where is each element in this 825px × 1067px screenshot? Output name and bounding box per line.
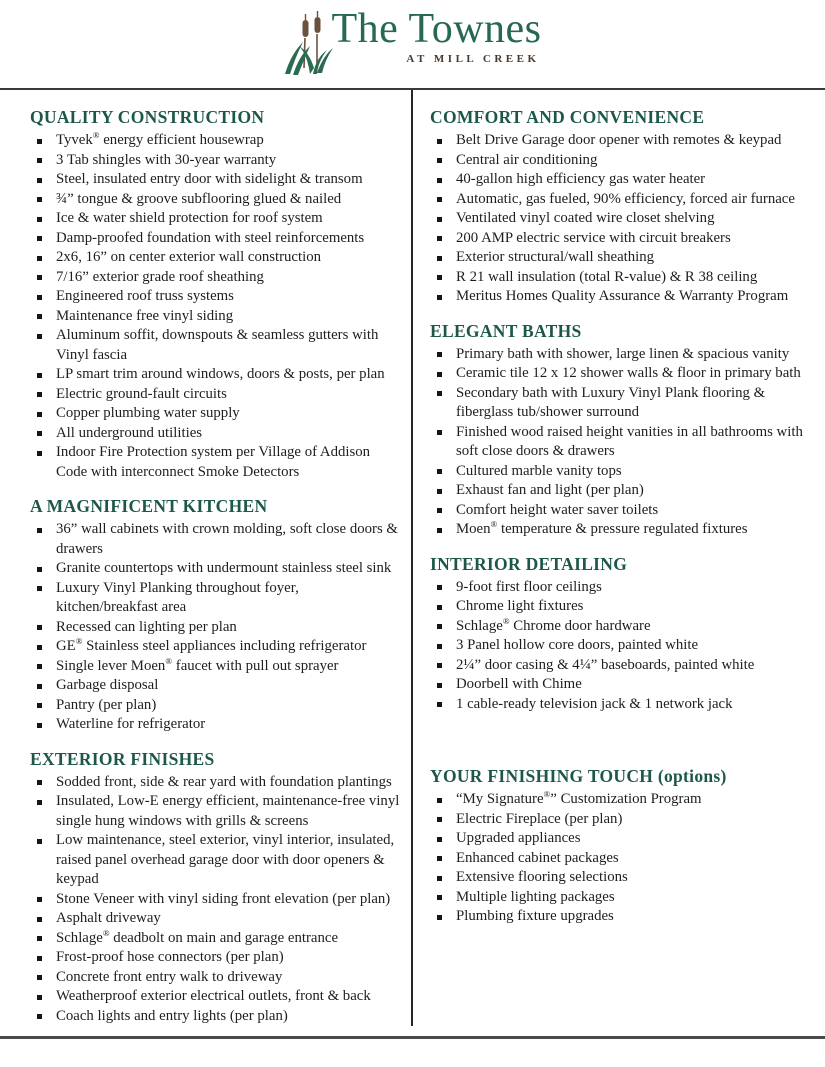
list-item: Maintenance free vinyl siding xyxy=(30,307,401,327)
list-item: 200 AMP electric service with circuit breakers xyxy=(430,229,803,249)
list-item: Electric ground-fault circuits xyxy=(30,385,401,405)
column-right xyxy=(413,90,825,1026)
list-item: Luxury Vinyl Planking throughout foyer, kitchen/breakfast area xyxy=(30,579,401,618)
list-item: GE® Stainless steel appliances including refrigerator xyxy=(30,637,401,657)
list-item: Sodded front, side & rear yard with foundation plantings xyxy=(30,773,401,793)
list-item: Single lever Moen® faucet with pull out sprayer xyxy=(30,657,401,677)
list-item: Extensive flooring selections xyxy=(430,868,803,888)
list-item: Weatherproof exterior electrical outlets, front & back xyxy=(30,987,401,1007)
list-item: 1 cable-ready television jack & 1 network jack xyxy=(430,695,803,715)
header xyxy=(0,0,825,88)
list-item: Secondary bath with Luxury Vinyl Plank flooring & fiberglass tub/shower surround xyxy=(430,384,803,423)
section-heading: QUALITY CONSTRUCTION xyxy=(30,107,265,127)
list-item: 36” wall cabinets with crown molding, soft close doors & drawers xyxy=(30,520,401,559)
bottom-rule xyxy=(0,1036,825,1039)
list-item: Chrome light fixtures xyxy=(430,597,803,617)
list-item: Garbage disposal xyxy=(30,676,401,696)
feature-list xyxy=(30,131,401,482)
list-item: Primary bath with shower, large linen & spacious vanity xyxy=(430,345,803,365)
feature-list xyxy=(30,520,401,735)
list-item: Coach lights and entry lights (per plan) xyxy=(30,1007,401,1027)
section-interior-detailing xyxy=(430,554,803,715)
list-item: Waterline for refrigerator xyxy=(30,715,401,735)
list-item: 3 Panel hollow core doors, painted white xyxy=(430,636,803,656)
list-item: Stone Veneer with vinyl siding front elevation (per plan) xyxy=(30,890,401,910)
section-a-magnificent-kitchen xyxy=(30,496,401,735)
list-item: Belt Drive Garage door opener with remotes & keypad xyxy=(430,131,803,151)
list-item: Exhaust fan and light (per plan) xyxy=(430,481,803,501)
list-item: Copper plumbing water supply xyxy=(30,404,401,424)
list-item: “My Signature®” Customization Program xyxy=(430,790,803,810)
logo-title: The Townes xyxy=(331,5,542,52)
list-item: Enhanced cabinet packages xyxy=(430,849,803,869)
list-item: Plumbing fixture upgrades xyxy=(430,907,803,927)
section-quality-construction xyxy=(30,107,401,482)
list-item: Central air conditioning xyxy=(430,151,803,171)
list-item: Ice & water shield protection for roof system xyxy=(30,209,401,229)
list-item: Engineered roof truss systems xyxy=(30,287,401,307)
list-item: Multiple lighting packages xyxy=(430,888,803,908)
feature-list xyxy=(30,773,401,1027)
column-left xyxy=(0,90,413,1026)
list-item: 40-gallon high efficiency gas water heater xyxy=(430,170,803,190)
feature-list xyxy=(430,578,803,715)
feature-list xyxy=(430,345,803,540)
list-item: Granite countertops with undermount stainless steel sink xyxy=(30,559,401,579)
content xyxy=(0,90,825,1026)
list-item: Cultured marble vanity tops xyxy=(430,462,803,482)
section-exterior-finishes xyxy=(30,749,401,1027)
list-item: Comfort height water saver toilets xyxy=(430,501,803,521)
list-item: 2x6, 16” on center exterior wall construction xyxy=(30,248,401,268)
list-item: Frost-proof hose connectors (per plan) xyxy=(30,948,401,968)
section-heading: ELEGANT BATHS xyxy=(430,320,582,341)
feature-list xyxy=(430,790,803,927)
section-heading: INTERIOR DETAILING xyxy=(430,553,628,574)
list-item: Doorbell with Chime xyxy=(430,675,803,695)
list-item: Ceramic tile 12 x 12 shower walls & floor in primary bath xyxy=(430,364,803,384)
list-item: Damp-proofed foundation with steel reinforcements xyxy=(30,229,401,249)
list-item: Tyvek® energy efficient housewrap xyxy=(30,131,401,151)
list-item: Asphalt driveway xyxy=(30,909,401,929)
section-elegant-baths xyxy=(430,321,803,540)
list-item: ¾” tongue & groove subflooring glued & nailed xyxy=(30,190,401,210)
list-item: All underground utilities xyxy=(30,424,401,444)
list-item: Automatic, gas fueled, 90% efficiency, forced air furnace xyxy=(430,190,803,210)
list-item: Steel, insulated entry door with sidelight & transom xyxy=(30,170,401,190)
list-item: Low maintenance, steel exterior, vinyl interior, insulated, raised panel overhead garage door with door openers & keypad xyxy=(30,831,401,890)
list-item: 9-foot first floor ceilings xyxy=(430,578,803,598)
section-your-finishing-touch-options xyxy=(430,766,803,927)
logo-text xyxy=(331,6,541,65)
logo-subtitle: AT MILL CREEK xyxy=(406,52,540,65)
feature-list xyxy=(430,131,803,307)
list-item: 7/16” exterior grade roof sheathing xyxy=(30,268,401,288)
list-item: Aluminum soffit, downspouts & seamless gutters with Vinyl fascia xyxy=(30,326,401,365)
list-item: Recessed can lighting per plan xyxy=(30,618,401,638)
list-item: 2¼” door casing & 4¼” baseboards, painted white xyxy=(430,656,803,676)
list-item: R 21 wall insulation (total R-value) & R 38 ceiling xyxy=(430,268,803,288)
list-item: Pantry (per plan) xyxy=(30,696,401,716)
list-item: Concrete front entry walk to driveway xyxy=(30,968,401,988)
cattails-icon xyxy=(283,10,337,83)
list-item: Insulated, Low-E energy efficient, maintenance-free vinyl single hung windows with grills & screens xyxy=(30,792,401,831)
section-heading: COMFORT AND CONVENIENCE xyxy=(430,107,705,127)
section-heading: EXTERIOR FINISHES xyxy=(30,748,215,769)
section-heading: YOUR FINISHING TOUCH (options) xyxy=(430,766,727,786)
list-item: Moen® temperature & pressure regulated fixtures xyxy=(430,520,803,540)
list-item: Electric Fireplace (per plan) xyxy=(430,810,803,830)
list-item: Indoor Fire Protection system per Village of Addison Code with interconnect Smoke Detectors xyxy=(30,443,401,482)
list-item: Ventilated vinyl coated wire closet shelving xyxy=(430,209,803,229)
logo xyxy=(283,6,541,83)
list-item: LP smart trim around windows, doors & posts, per plan xyxy=(30,365,401,385)
list-item: Finished wood raised height vanities in all bathrooms with soft close doors & drawers xyxy=(430,423,803,462)
list-item: Schlage® Chrome door hardware xyxy=(430,617,803,637)
section-heading: A MAGNIFICENT KITCHEN xyxy=(30,496,268,516)
section-comfort-and-convenience xyxy=(430,107,803,307)
list-item: 3 Tab shingles with 30-year warranty xyxy=(30,151,401,171)
list-item: Schlage® deadbolt on main and garage entrance xyxy=(30,929,401,949)
list-item: Upgraded appliances xyxy=(430,829,803,849)
list-item: Meritus Homes Quality Assurance & Warranty Program xyxy=(430,287,803,307)
list-item: Exterior structural/wall sheathing xyxy=(430,248,803,268)
